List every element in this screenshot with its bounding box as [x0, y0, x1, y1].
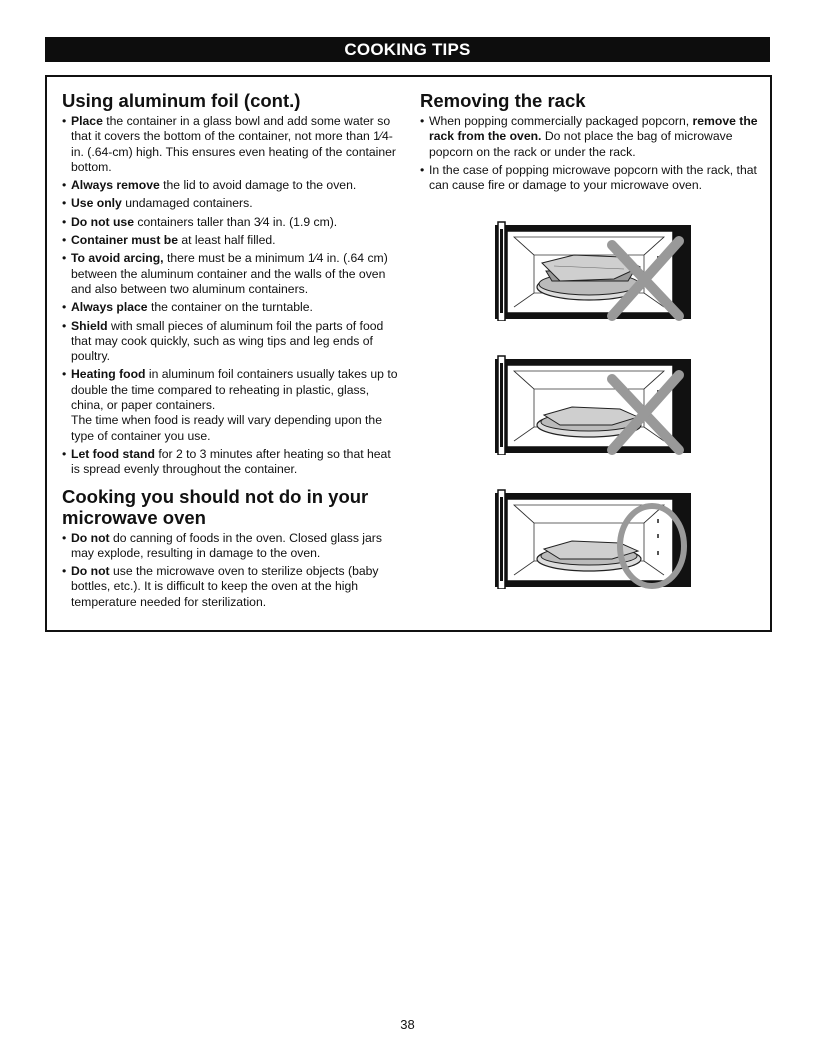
illustration-popcorn-under-rack-wrong	[494, 355, 694, 455]
list-item: • To avoid arcing, there must be a minimum 1⁄4 in. (.64 cm) between the aluminum container and the walls of the oven and also between two aluminum containers.	[62, 251, 402, 297]
list-item: • When popping commercially packaged popcorn, remove the rack from the oven. Do not place the bag of microwave popcorn on the rack or under the rack.	[420, 114, 760, 160]
section-banner	[45, 37, 770, 62]
list-item: • Do not do canning of foods in the oven. Closed glass jars may explode, resulting in damage to the oven.	[62, 531, 402, 562]
list-item-note: The time when food is ready will vary depending upon the type of container you use.	[71, 413, 382, 443]
right-column	[420, 90, 760, 196]
list-item: • Let food stand for 2 to 3 minutes after heating so that heat is spread evenly throughout the container.	[62, 447, 402, 478]
cooking-not-to-do-list	[62, 531, 402, 610]
section-title: COOKING TIPS	[344, 40, 471, 59]
heading-cooking-not-to-do: Cooking you should not do in your microwave oven	[62, 485, 369, 528]
list-item: • Use only undamaged containers.	[62, 196, 402, 211]
list-item: • Place the container in a glass bowl and add some water so that it covers the bottom of the container, not more than 1⁄4-in. (.64-cm) high. This ensures even heating of the container bottom.	[62, 114, 402, 175]
list-item: • Always remove the lid to avoid damage to the oven.	[62, 178, 402, 193]
removing-rack-list	[420, 114, 760, 193]
left-column	[62, 90, 402, 613]
list-item: • Do not use the microwave oven to sterilize objects (baby bottles, etc.). It is difficult to keep the oven at the high temperature needed for sterilization.	[62, 564, 402, 610]
list-item: • Always place the container on the turntable.	[62, 300, 402, 315]
page-number: 38	[400, 1017, 415, 1032]
illustration-popcorn-turntable-correct	[494, 489, 694, 589]
aluminum-foil-list	[62, 114, 402, 478]
list-item: • Heating food in aluminum foil containers usually takes up to double the time compared to reheating in plastic, glass, china, or paper containers. The time when food is ready will vary depending upon the type of container you use.	[62, 367, 402, 443]
list-item: • Shield with small pieces of aluminum foil the parts of food that may cook quickly, such as wing tips and leg ends of poultry.	[62, 319, 402, 365]
heading-removing-rack: Removing the rack	[420, 90, 586, 111]
list-item: • Do not use containers taller than 3⁄4 in. (1.9 cm).	[62, 215, 402, 230]
content-frame	[45, 75, 772, 632]
list-item: • Container must be at least half filled.	[62, 233, 402, 248]
illustration-rack-popcorn-wrong	[494, 221, 694, 321]
list-item: • In the case of popping microwave popcorn with the rack, that can cause fire or damage to your microwave oven.	[420, 163, 760, 194]
heading-aluminum-foil: Using aluminum foil (cont.)	[62, 90, 301, 111]
